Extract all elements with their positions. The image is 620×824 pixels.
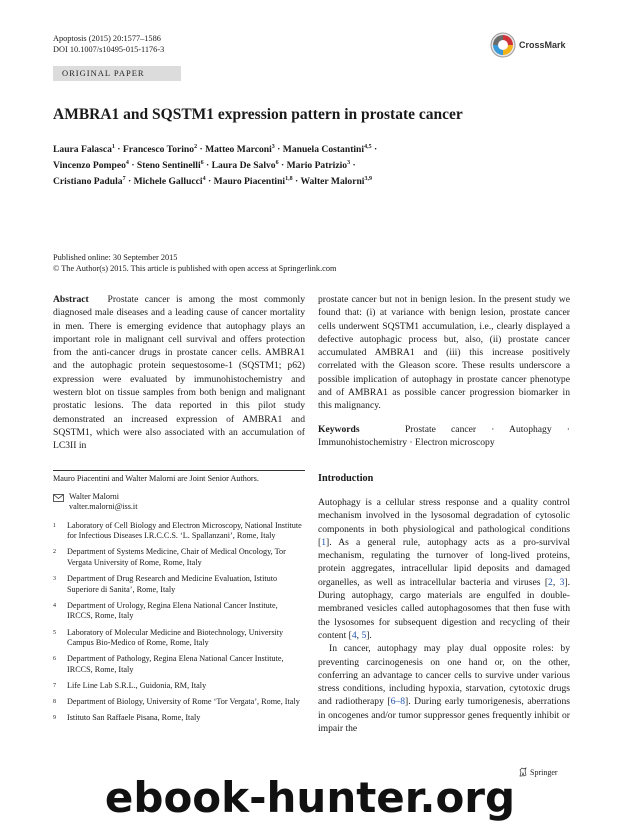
- introduction-heading: Introduction: [318, 473, 374, 484]
- author-affiliation-number: 3: [271, 144, 275, 150]
- publication-info: [53, 252, 336, 274]
- citation-link[interactable]: 1: [321, 536, 326, 548]
- affiliation-item: [53, 697, 305, 708]
- affiliation-number: 2: [53, 549, 56, 556]
- published-date: Published online: 30 September 2015: [53, 253, 178, 262]
- abstract-column: [53, 293, 305, 453]
- affiliation-item: [53, 681, 305, 692]
- corresponding-name: Walter Malorni: [69, 491, 120, 501]
- keywords-text: Prostate cancer · Autophagy · Immunohistochemistry · Electron microscopy: [318, 424, 570, 449]
- author-affiliation-number: 4: [202, 175, 206, 182]
- author-affiliation-number: 6: [200, 159, 204, 166]
- affiliation-item: [53, 628, 305, 649]
- joint-authors-note: Mauro Piacentini and Walter Malorni are Joint Senior Authors.: [53, 474, 259, 483]
- affiliation-item: [53, 601, 305, 622]
- introduction-paragraph-1: Autophagy is a cellular stress response and a quality control mechanism involved in the lysosomal degradation of cytosolic components in both physiological and pathological conditions [1]. As a general rule, autophagy acts as a pro-survival mechanism, regulating the turnover of long-lived proteins, protein aggregates, intracellular lipid deposits and damaged organelles, as well as intracellular bacteria and viruses [2, 3]. During autophagy, cargo materials are engulfed in double-membraned vesicles called autophagosomes that then fuse with the lysosomes for subsequent digestion and recycling of their content [4, 5].: [318, 497, 571, 641]
- abstract-text: Prostate cancer is among the most commonly diagnosed male diseases and a leading cause of cancer mortality in men. There is emerging evidence that autophagy plays an important role in malignant cell survival and offers protection from the anti-cancer drugs in prostate cancer cells. AMBRA1 and the autophagic protein sequestosome-1 (SQSTM1; p62) expression were evaluated by immunohistochemistry and western blot on tissue samples from both benign and malignant prostatic lesions. The data reported in this pilot study demonstrated an increased expression of AMBRA1 and SQSTM1, which were also associated with an accumulation of LC3II in: [53, 294, 305, 452]
- affiliation-item: [53, 547, 305, 568]
- affiliation-item: [53, 521, 305, 542]
- watermark: ebook-hunter.org: [104, 773, 516, 822]
- section-badge: ORIGINAL PAPER: [53, 66, 181, 81]
- introduction-text: [318, 496, 570, 735]
- affiliation-number: 6: [53, 656, 56, 663]
- author-name: Francesco Torino: [122, 144, 195, 156]
- affiliation-text: Department of Drug Research and Medicine Evaluation, Istituto Superiore di Sanita’, Rome, Italy: [67, 574, 278, 594]
- introduction-paragraph-2: In cancer, autophagy may play dual opposite roles: by preventing carcinogenesis on one hand or, on the other, conferring an advantage to cancer cells to survive under various stress conditions, including hypoxia, starvation, cytotoxic drugs and radiotherapy [6–8]. During early tumorigenesis, aberrations in oncogenes and/or tumor suppressor genes frequently inhibit or impair the: [318, 643, 570, 735]
- affiliation-item: [53, 574, 305, 595]
- crossmark-icon: [490, 32, 516, 58]
- affiliation-text: Laboratory of Cell Biology and Electron Microscopy, National Institute for Infectious Diseases I.R.C.C.S. ‘L. Spallanzani’, Rome, Italy: [67, 520, 302, 541]
- author-name: Mario Patrizio: [286, 159, 348, 171]
- affiliation-number: 4: [53, 602, 56, 609]
- author-affiliation-number: 7: [122, 175, 126, 182]
- author-affiliation-number: 3: [347, 159, 351, 166]
- author-affiliation-number: 1: [111, 144, 115, 150]
- affiliation-text: Life Line Lab S.R.L., Guidonia, RM, Italy: [67, 680, 207, 690]
- corresponding-email[interactable]: valter.malorni@iss.it: [69, 502, 138, 512]
- keywords-label: Keywords: [318, 424, 360, 435]
- citation-link[interactable]: 6–8: [390, 696, 406, 708]
- author-affiliation-number: 4,5: [364, 144, 372, 150]
- citation-link[interactable]: 4: [351, 629, 357, 641]
- affiliation-item: [53, 713, 305, 724]
- crossmark-badge[interactable]: [490, 30, 576, 60]
- author-list: Laura Falasca$^1$ · Francesco Torino$^2$ · Matteo Marconi$^3$ · Manuela Costantini$^{4,5}$ · Vincenzo Pompeo$^4$ · Steno Sentinelli$^6$ · Laura De Salvo$^6$ · Mario Patrizio$^3$ · Cristiano Padula$^7$ · Michele Gallucci$^4$ · Mauro Piacentini$^{1,8}$ · Walter Malorni$^{3,9}$: [53, 144, 378, 187]
- journal-doi: DOI 10.1007/s10495-015-1176-3: [53, 45, 165, 54]
- abstract-continuation: [318, 293, 570, 413]
- journal-citation: [53, 33, 164, 55]
- author-name: Walter Malorni: [300, 175, 365, 187]
- affiliation-text: Laboratory of Molecular Medicine and Biotechnology, University Campus Bio-Medico of Rome, Rome, Italy: [67, 627, 284, 648]
- springer-label: Springer: [530, 767, 558, 777]
- affiliation-number: 7: [53, 682, 56, 689]
- author-affiliation-number: 1,8: [285, 175, 293, 182]
- abstract-continuation-text: prostate cancer but not in benign lesion. In the present study we found that: (i) at variance with benign lesion, prostate cancer cells underwent SQSTM1 accumulation, i.e., clearly displayed a defective autophagic process but, also, (ii) prostate cancer accumulated AMBRA1 and (iii) this increase positively correlated with the Gleason score. These results underscore a possible implication of autophagy in prostate cancer phenotype and of AMBRA1 as possible cancer progression biomarker in this malignancy.: [318, 294, 570, 412]
- affiliation-text: Department of Pathology, Regina Elena National Cancer Institute, IRCCS, Rome, Italy: [67, 654, 284, 674]
- abstract-label: Abstract: [53, 294, 89, 305]
- affiliation-number: 8: [53, 699, 56, 705]
- article-title: AMBRA1 and SQSTM1 expression pattern in prostate cancer: [53, 106, 463, 123]
- author-name: Laura Falasca: [53, 144, 112, 156]
- affiliation-list: [53, 521, 305, 724]
- affiliation-number: 9: [53, 715, 56, 722]
- author-name: Michele Gallucci: [133, 175, 203, 187]
- footnote-divider: [53, 470, 305, 471]
- citation-link[interactable]: 5: [361, 629, 367, 641]
- crossmark-label: CrossMark: [519, 40, 566, 50]
- author-name: Laura De Salvo: [211, 159, 276, 171]
- affiliation-number: 1: [53, 522, 56, 529]
- affiliation-text: Istituto San Raffaele Pisana, Rome, Italy: [67, 713, 201, 723]
- affiliation-text: Department of Biology, University of Rome ‘Tor Vergata’, Rome, Italy: [67, 697, 300, 706]
- affiliation-text: Department of Systems Medicine, Chair of Medical Oncology, Tor Vergata University of Rome, Rome, Italy: [67, 547, 286, 568]
- journal-volume: Apoptosis (2015) 20:1577–1586: [53, 34, 161, 43]
- copyright-notice: © The Author(s) 2015. This article is published with open access at Springerlink.com: [53, 264, 337, 273]
- citation-link[interactable]: 2: [548, 576, 553, 588]
- corresponding-author: [53, 492, 305, 513]
- author-affiliation-number: 6: [275, 159, 279, 166]
- author-affiliation-number: 2: [194, 144, 198, 150]
- keywords: [318, 423, 570, 450]
- affiliation-number: 3: [53, 576, 56, 583]
- footnotes: [53, 474, 305, 729]
- citation-link[interactable]: 3: [559, 576, 565, 588]
- author-affiliation-number: 4: [125, 159, 129, 166]
- author-name: Cristiano Padula: [53, 175, 123, 187]
- author-name: Steno Sentinelli: [136, 159, 201, 171]
- envelope-icon: [53, 494, 64, 502]
- author-name: Manuela Costantini: [282, 144, 365, 156]
- author-name: Vincenzo Pompeo: [53, 159, 126, 171]
- affiliation-text: Department of Urology, Regina Elena National Cancer Institute, IRCCS, Rome, Italy: [67, 600, 278, 621]
- author-name: Mauro Piacentini: [213, 175, 286, 187]
- affiliation-number: 5: [53, 629, 56, 636]
- author-name: Matteo Marconi: [205, 144, 272, 156]
- author-affiliation-number: 3,9: [364, 175, 372, 182]
- affiliation-item: [53, 654, 305, 675]
